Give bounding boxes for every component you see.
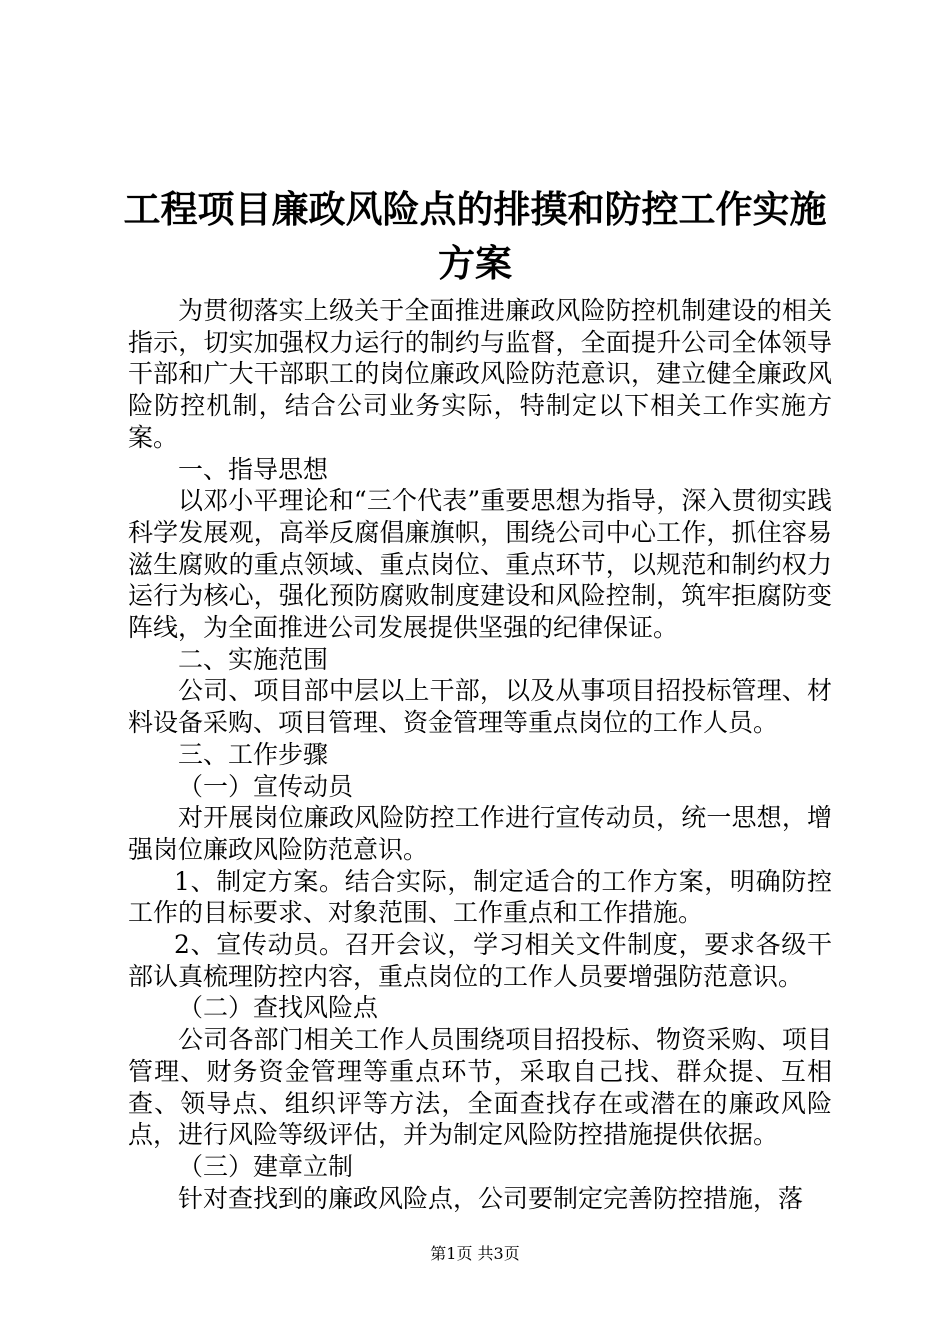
heading-scope: 二、实施范围 (178, 644, 329, 674)
paragraph-guiding-thought: 以邓小平理论和“三个代表”重要思想为指导，深入贯彻实践科学发展观，高举反腐倡廉旗帜，围绕公司中心工作，抓住容易滋生腐败的重点领域、重点岗位、重点环节，以规范和制约权力运行为核心，强化预防腐败制度建设和风险控制，筑牢拒腐防变阵线，为全面推进公司发展提供坚强的纪律保证。 (128, 486, 832, 643)
subheading-rules: （三）建章立制 (178, 1151, 354, 1181)
page-number: 第1页 共3页 (430, 1244, 520, 1263)
heading-steps: 三、工作步骤 (178, 739, 329, 769)
subheading-find-risks: （二）查找风险点 (178, 993, 379, 1023)
heading-guiding-thought: 一、指导思想 (178, 454, 329, 484)
paragraph-rules: 针对查找到的廉政风险点，公司要制定完善防控措施，落 (178, 1183, 804, 1213)
document-body (128, 295, 832, 1214)
paragraph-intro: 为贯彻落实上级关于全面推进廉政风险防控机制建设的相关指示，切实加强权力运行的制约与监督，全面提升公司全体领导干部和广大干部职工的岗位廉政风险防范意识，建立健全廉政风险防控机制，结合公司业务实际，特制定以下相关工作实施方案。 (128, 296, 832, 452)
paragraph-publicity: 对开展岗位廉政风险防控工作进行宣传动员，统一思想，增强岗位廉政风险防范意识。 (128, 803, 832, 864)
document-title: 工程项目廉政风险点的排摸和防控工作实施方案 (123, 187, 827, 285)
paragraph-find-risks: 公司各部门相关工作人员围绕项目招投标、物资采购、项目管理、财务资金管理等重点环节，采取自己找、群众提、互相查、领导点、组织评等方法，全面查找存在或潜在的廉政风险点，进行风险等级评估，并为制定风险防控措施提供依据。 (128, 1025, 832, 1150)
paragraph-scope: 公司、项目部中层以上干部，以及从事项目招投标管理、材料设备采购、项目管理、资金管理等重点岗位的工作人员。 (128, 676, 832, 738)
list-item-mobilize: 2、宣传动员。召开会议，学习相关文件制度，要求各级干部认真梳理防控内容，重点岗位的工作人员要增强防范意识。 (128, 930, 832, 991)
list-item-plan: 1、制定方案。结合实际，制定适合的工作方案，明确防控工作的目标要求、对象范围、工作重点和工作措施。 (128, 866, 832, 928)
subheading-publicity: （一）宣传动员 (178, 771, 354, 801)
